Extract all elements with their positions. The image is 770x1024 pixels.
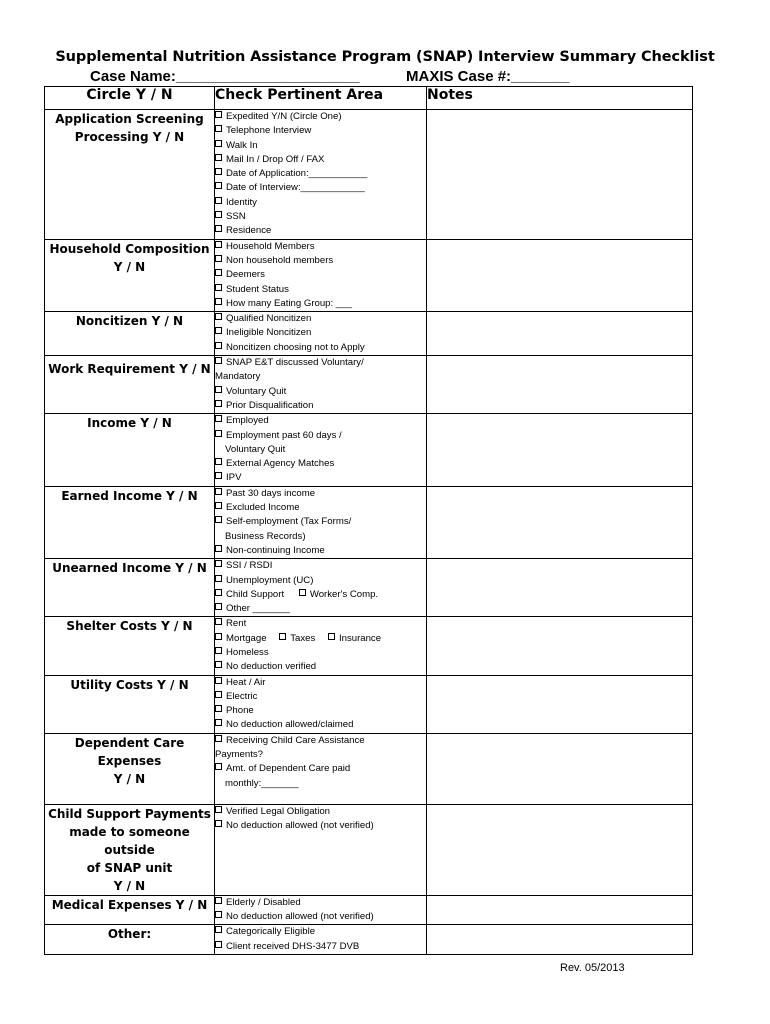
row-category [45,486,215,558]
checkbox-item[interactable]: Electric [215,690,426,704]
page-title: Supplemental Nutrition Assistance Program (SNAP) Interview Summary Checklist [55,49,715,65]
checkbox-item[interactable]: Receiving Child Care Assistance [215,734,426,748]
checkbox-item[interactable]: Other _______ [215,602,426,616]
checkbox-item[interactable]: Elderly / Disabled [215,896,426,910]
checkbox-item[interactable]: Unemployment (UC) [215,574,426,588]
row-category [45,239,215,311]
checkbox-icon[interactable] [215,458,222,465]
table-row [45,356,693,414]
row-items [215,312,427,356]
row-category [45,733,215,804]
checkbox-icon[interactable] [215,211,222,218]
table-header-row [45,87,693,110]
row-category [45,414,215,486]
notes-cell[interactable] [427,486,693,558]
checkbox-item[interactable]: SSN [215,210,426,224]
checkbox-item[interactable]: Rent [215,617,426,631]
checkbox-icon[interactable] [215,806,222,813]
checkbox-item[interactable]: No deduction allowed (not verified) [215,819,426,833]
checkbox-item[interactable]: Worker's Comp. [299,589,378,600]
item-continuation: Mandatory [215,371,261,383]
checkbox-item[interactable]: Taxes [279,633,315,644]
checkbox-icon[interactable] [215,125,222,132]
checkbox-item-group [215,632,426,646]
row-category [45,895,215,925]
checkbox-icon[interactable] [215,400,222,407]
row-category [45,356,215,414]
checkbox-icon[interactable] [299,589,306,596]
table-row [45,239,693,311]
category-line: Dependent Care [74,735,185,750]
category-line: Work Requirement Y / N [48,362,211,377]
table-row [45,617,693,675]
category-line: Income Y / N [87,416,172,431]
checkbox-icon[interactable] [215,255,222,262]
category-line: Utility Costs Y / N [70,677,189,692]
notes-cell[interactable] [427,617,693,675]
category-line: Y / N [113,878,146,893]
row-category [45,925,215,955]
checkbox-item[interactable]: Employed [215,414,426,428]
checkbox-item[interactable]: Child Support [215,589,284,600]
checkbox-item[interactable]: Employment past 60 days / [215,429,426,443]
row-items [215,925,427,955]
notes-cell[interactable] [427,895,693,925]
checkbox-icon[interactable] [215,719,222,726]
checkbox-icon[interactable] [215,342,222,349]
checkbox-icon[interactable] [215,225,222,232]
column-header-check: Check Pertinent Area [215,87,427,110]
category-line: Earned Income Y / N [61,488,198,503]
checkbox-item[interactable]: Prior Disqualification [215,399,426,413]
category-line: Child Support Payments [48,806,211,821]
table-row [45,804,693,895]
checkbox-item[interactable]: SNAP E&T discussed Voluntary/ [215,356,426,370]
revision-label: Rev. 05/2013 [560,962,625,974]
checkbox-icon[interactable] [215,472,222,479]
table-row [45,733,693,804]
category-line: Noncitizen Y / N [75,314,184,329]
checkbox-item[interactable]: No deduction allowed/claimed [215,718,426,732]
checkbox-icon[interactable] [215,545,222,552]
checkbox-icon[interactable] [215,705,222,712]
checkbox-icon[interactable] [215,430,222,437]
checkbox-item[interactable]: Date of Interview:____________ [215,181,426,195]
notes-cell[interactable] [427,356,693,414]
checkbox-item[interactable]: Verified Legal Obligation [215,805,426,819]
checklist-table [44,86,693,955]
row-items [215,804,427,895]
notes-cell[interactable] [427,312,693,356]
notes-cell[interactable] [427,925,693,955]
table-row [45,110,693,240]
checkbox-icon[interactable] [215,677,222,684]
checkbox-icon[interactable] [215,168,222,175]
checkbox-icon[interactable] [215,298,222,305]
checkbox-item[interactable]: Amt. of Dependent Care paid [215,762,426,776]
checkbox-item[interactable]: Student Status [215,283,426,297]
column-header-circle: Circle Y / N [45,87,215,110]
table-row [45,675,693,733]
checkbox-item[interactable]: Client received DHS-3477 DVB [215,940,426,954]
checkbox-icon[interactable] [215,941,222,948]
checkbox-icon[interactable] [215,647,222,654]
notes-cell[interactable] [427,733,693,804]
maxis-case-field[interactable]: MAXIS Case #:_______ [406,68,570,85]
checkbox-icon[interactable] [328,633,335,640]
checkbox-item[interactable]: No deduction verified [215,660,426,674]
checkbox-item[interactable]: Heat / Air [215,676,426,690]
category-line: Application Screening [55,112,204,126]
checkbox-item[interactable]: Qualified Noncitizen [215,312,426,326]
row-category [45,617,215,675]
checkbox-icon[interactable] [215,618,222,625]
checkbox-item[interactable]: SSI / RSDI [215,559,426,573]
category-line: Shelter Costs Y / N [66,619,193,634]
checkbox-item[interactable]: IPV [215,471,426,485]
checkbox-icon[interactable] [215,357,222,364]
checkbox-item[interactable]: How many Eating Group: ___ [215,297,426,311]
checkbox-icon[interactable] [215,488,222,495]
checkbox-item[interactable]: Phone [215,704,426,718]
row-items [215,414,427,486]
checkbox-icon[interactable] [215,589,222,596]
item-continuation: monthly:_______ [225,777,299,789]
checkbox-item[interactable]: Excluded Income [215,501,426,515]
row-category [45,110,215,240]
category-line: Household Composition [49,241,210,256]
checkbox-icon[interactable] [215,735,222,742]
checkbox-icon[interactable] [215,897,222,904]
checkbox-item[interactable]: External Agency Matches [215,457,426,471]
notes-cell[interactable] [427,239,693,311]
row-items [215,895,427,925]
row-items [215,356,427,414]
checkbox-icon[interactable] [215,415,222,422]
checkbox-icon[interactable] [215,911,222,918]
category-line: Medical Expenses Y / N [51,897,208,912]
table-row [45,895,693,925]
checkbox-item[interactable]: Homeless [215,646,426,660]
category-line: Other: [107,927,152,942]
checkbox-icon[interactable] [215,603,222,610]
checkbox-icon[interactable] [215,197,222,204]
checkbox-icon[interactable] [215,111,222,118]
table-row [45,486,693,558]
category-line: Y / N [113,771,146,786]
checkbox-icon[interactable] [215,633,222,640]
row-items [215,733,427,804]
checkbox-item[interactable]: Voluntary Quit [215,385,426,399]
checkbox-item[interactable]: Household Members [215,240,426,254]
checkbox-icon[interactable] [215,313,222,320]
checkbox-item[interactable]: Categorically Eligible [215,925,426,939]
row-category [45,675,215,733]
checkbox-icon[interactable] [215,284,222,291]
checkbox-item-group [215,588,426,602]
checkbox-item[interactable]: Walk In [215,139,426,153]
checkbox-icon[interactable] [215,926,222,933]
checkbox-item[interactable]: Mortgage [215,633,267,644]
checkbox-icon[interactable] [215,241,222,248]
checkbox-item[interactable]: No deduction allowed (not verified) [215,910,426,924]
checkbox-icon[interactable] [215,327,222,334]
checkbox-icon[interactable] [215,386,222,393]
checkbox-icon[interactable] [215,269,222,276]
checkbox-icon[interactable] [215,560,222,567]
notes-cell[interactable] [427,804,693,895]
checkbox-item[interactable]: Mail In / Drop Off / FAX [215,153,426,167]
checkbox-item[interactable]: Identity [215,196,426,210]
column-header-notes: Notes [427,87,693,110]
checkbox-icon[interactable] [215,516,222,523]
checkbox-item[interactable]: Past 30 days income [215,487,426,501]
row-items [215,110,427,240]
item-continuation: Voluntary Quit [225,443,286,455]
row-category [45,312,215,356]
checkbox-icon[interactable] [215,575,222,582]
checkbox-icon[interactable] [215,182,222,189]
row-items [215,486,427,558]
checkbox-item[interactable]: Date of Application:___________ [215,167,426,181]
table-row [45,559,693,617]
checkbox-icon[interactable] [215,154,222,161]
row-category [45,804,215,895]
category-line: Y / N [113,259,146,274]
checkbox-item[interactable]: Non-continuing Income [215,544,426,558]
checkbox-item[interactable]: Self-employment (Tax Forms/ [215,515,426,529]
checkbox-icon[interactable] [215,140,222,147]
checkbox-item[interactable]: Ineligible Noncitizen [215,326,426,340]
category-line: of SNAP unit [86,860,173,875]
checkbox-icon[interactable] [215,502,222,509]
checkbox-icon[interactable] [215,691,222,698]
checkbox-item[interactable]: Deemers [215,268,426,282]
notes-cell[interactable] [427,414,693,486]
checkbox-item[interactable]: Residence [215,224,426,238]
row-items [215,675,427,733]
row-items [215,239,427,311]
notes-cell[interactable] [427,110,693,240]
checkbox-item[interactable]: Noncitizen choosing not to Apply [215,341,426,355]
row-category [45,559,215,617]
row-items [215,559,427,617]
checkbox-icon[interactable] [215,820,222,827]
category-line: Expenses [97,753,162,768]
checkbox-icon[interactable] [279,633,286,640]
checkbox-icon[interactable] [215,661,222,668]
table-row [45,925,693,955]
item-continuation: Payments? [215,749,263,761]
checkbox-icon[interactable] [215,763,222,770]
category-line: Processing Y / N [74,130,185,144]
category-line: Unearned Income Y / N [52,561,207,576]
checkbox-item[interactable]: Non household members [215,254,426,268]
table-row [45,414,693,486]
category-line: made to someone outside [69,824,190,857]
table-row [45,312,693,356]
item-continuation: Business Records) [225,530,306,542]
checkbox-item[interactable]: Telephone Interview [215,124,426,138]
notes-cell[interactable] [427,675,693,733]
notes-cell[interactable] [427,559,693,617]
checkbox-item[interactable]: Expedited Y/N (Circle One) [215,110,426,124]
checkbox-item[interactable]: Insurance [328,633,381,644]
row-items [215,617,427,675]
case-name-field[interactable]: Case Name:______________________ [90,68,360,85]
